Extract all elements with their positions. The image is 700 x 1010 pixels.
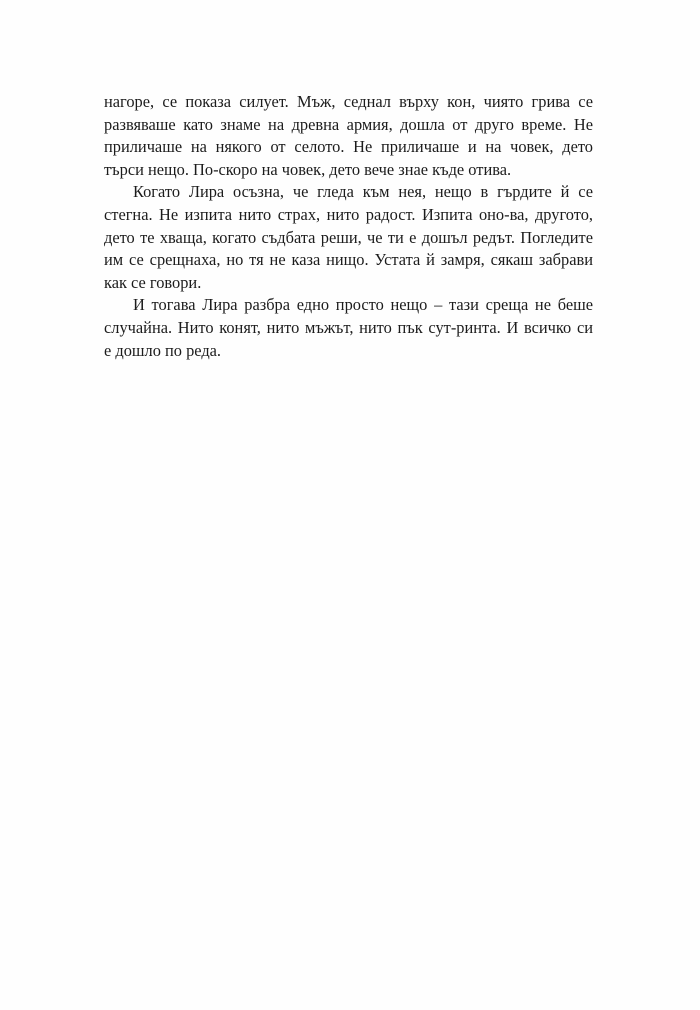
text-line: И тогава Лира разбра едно просто нещо – тази среща не беше <box>133 295 593 315</box>
paragraph-2 <box>104 181 593 294</box>
text-line: случайна. Нито конят, нито мъжът, нито пък сут-ринта. И всичко си <box>104 317 593 337</box>
paragraph-3 <box>104 294 593 362</box>
text-line: как се говори. <box>104 272 202 292</box>
text-line: дето те хваща, когато съдбата реши, че ти е дошъл редът. Погледите <box>104 227 593 247</box>
paragraph-1 <box>104 91 593 181</box>
text-line: развяваше като знаме на древна армия, дошла от друго време. Не <box>104 114 593 134</box>
text-line: стегна. Не изпита нито страх, нито радост. Изпита оно-ва, другото, <box>104 204 593 224</box>
text-line: приличаше на някого от селото. Не приличаше и на човек, дето <box>104 137 593 157</box>
text-line: Когато Лира осъзна, че гледа към нея, нещо в гърдите й се <box>133 182 593 202</box>
text-line: им се срещнаха, но тя не каза нищо. Устата й замря, сякаш забрави <box>104 250 593 270</box>
text-line: търси нещо. По-скоро на човек, дето вече знае къде отива. <box>104 159 512 179</box>
text-line: е дошло по реда. <box>104 340 222 360</box>
body-text <box>104 91 593 362</box>
text-line: нагоре, се показа силует. Мъж, седнал върху кон, чиято грива се <box>104 92 593 111</box>
